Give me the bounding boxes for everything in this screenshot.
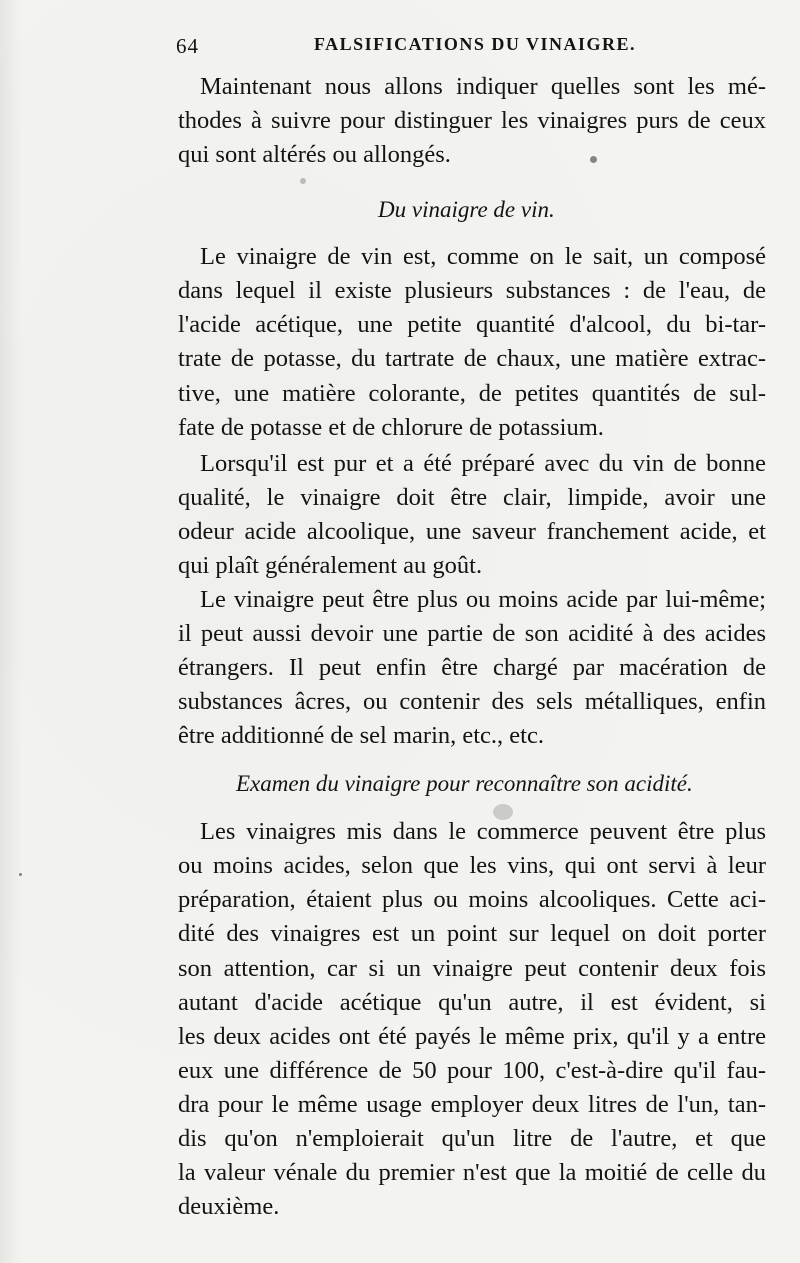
- ink-speck: [19, 873, 22, 876]
- text-line: Les vinaigres mis dans le commerce peuvent être plus: [200, 818, 766, 845]
- text-line: dra pour le même usage employer deux litres de l'un, tan-: [178, 1091, 766, 1118]
- text-line: eux une différence de 50 pour 100, c'est-à-dire qu'il fau-: [178, 1057, 766, 1084]
- text-line: ou moins acides, selon que les vins, qui ont servi à leur: [178, 852, 766, 879]
- text-line: qui sont altérés ou allongés.: [178, 141, 451, 168]
- text-line: la valeur vénale du premier n'est que la moitié de celle du: [178, 1159, 766, 1186]
- running-head: FALSIFICATIONS DU VINAIGRE.: [314, 34, 637, 54]
- text-line: odeur acide alcoolique, une saveur franchement acide, et: [178, 518, 766, 545]
- text-line: étrangers. Il peut enfin être chargé par macération de: [178, 654, 766, 681]
- text-line: substances âcres, ou contenir des sels métalliques, enfin: [178, 688, 766, 715]
- ink-speck: [300, 178, 306, 184]
- text-line: son attention, car si un vinaigre peut contenir deux fois: [178, 955, 766, 982]
- text-line: qui plaît généralement au goût.: [178, 552, 483, 579]
- page-number: 64: [176, 34, 199, 58]
- text-line: Maintenant nous allons indiquer quelles sont les mé-: [200, 73, 766, 100]
- text-line: Le vinaigre de vin est, comme on le sait, un composé: [200, 243, 766, 270]
- section-title: Examen du vinaigre pour reconnaître son acidité.: [236, 771, 693, 796]
- text-line: Le vinaigre peut être plus ou moins acide par lui-même;: [200, 586, 766, 613]
- ink-speck: [590, 156, 597, 163]
- text-line: fate de potasse et de chlorure de potassium.: [178, 414, 604, 441]
- text-line: tive, une matière colorante, de petites quantités de sul-: [178, 380, 766, 407]
- text-line: trate de potasse, du tartrate de chaux, une matière extrac-: [178, 345, 766, 372]
- text-line: il peut aussi devoir une partie de son acidité à des acides: [178, 620, 766, 647]
- text-line: autant d'acide acétique qu'un autre, il est évident, si: [178, 989, 766, 1016]
- ink-speck: [493, 804, 513, 820]
- text-line: qualité, le vinaigre doit être clair, limpide, avoir une: [178, 484, 766, 511]
- text-line: thodes à suivre pour distinguer les vinaigres purs de ceux: [178, 107, 766, 134]
- text-line: l'acide acétique, une petite quantité d'alcool, du bi-tar-: [178, 311, 766, 338]
- text-line: dité des vinaigres est un point sur lequel on doit porter: [178, 920, 766, 947]
- text-line: préparation, étaient plus ou moins alcooliques. Cette aci-: [178, 886, 766, 913]
- text-line: les deux acides ont été payés le même prix, qu'il y a entre: [178, 1023, 766, 1050]
- text-line: deuxième.: [178, 1193, 280, 1220]
- text-line: être additionné de sel marin, etc., etc.: [178, 722, 544, 749]
- text-line: Lorsqu'il est pur et a été préparé avec du vin de bonne: [200, 450, 766, 477]
- section-title: Du vinaigre de vin.: [378, 197, 555, 222]
- text-line: dans lequel il existe plusieurs substances : de l'eau, de: [178, 277, 766, 304]
- text-line: dis qu'on n'emploierait qu'un litre de l'autre, et que: [178, 1125, 766, 1152]
- page-header: [176, 34, 736, 64]
